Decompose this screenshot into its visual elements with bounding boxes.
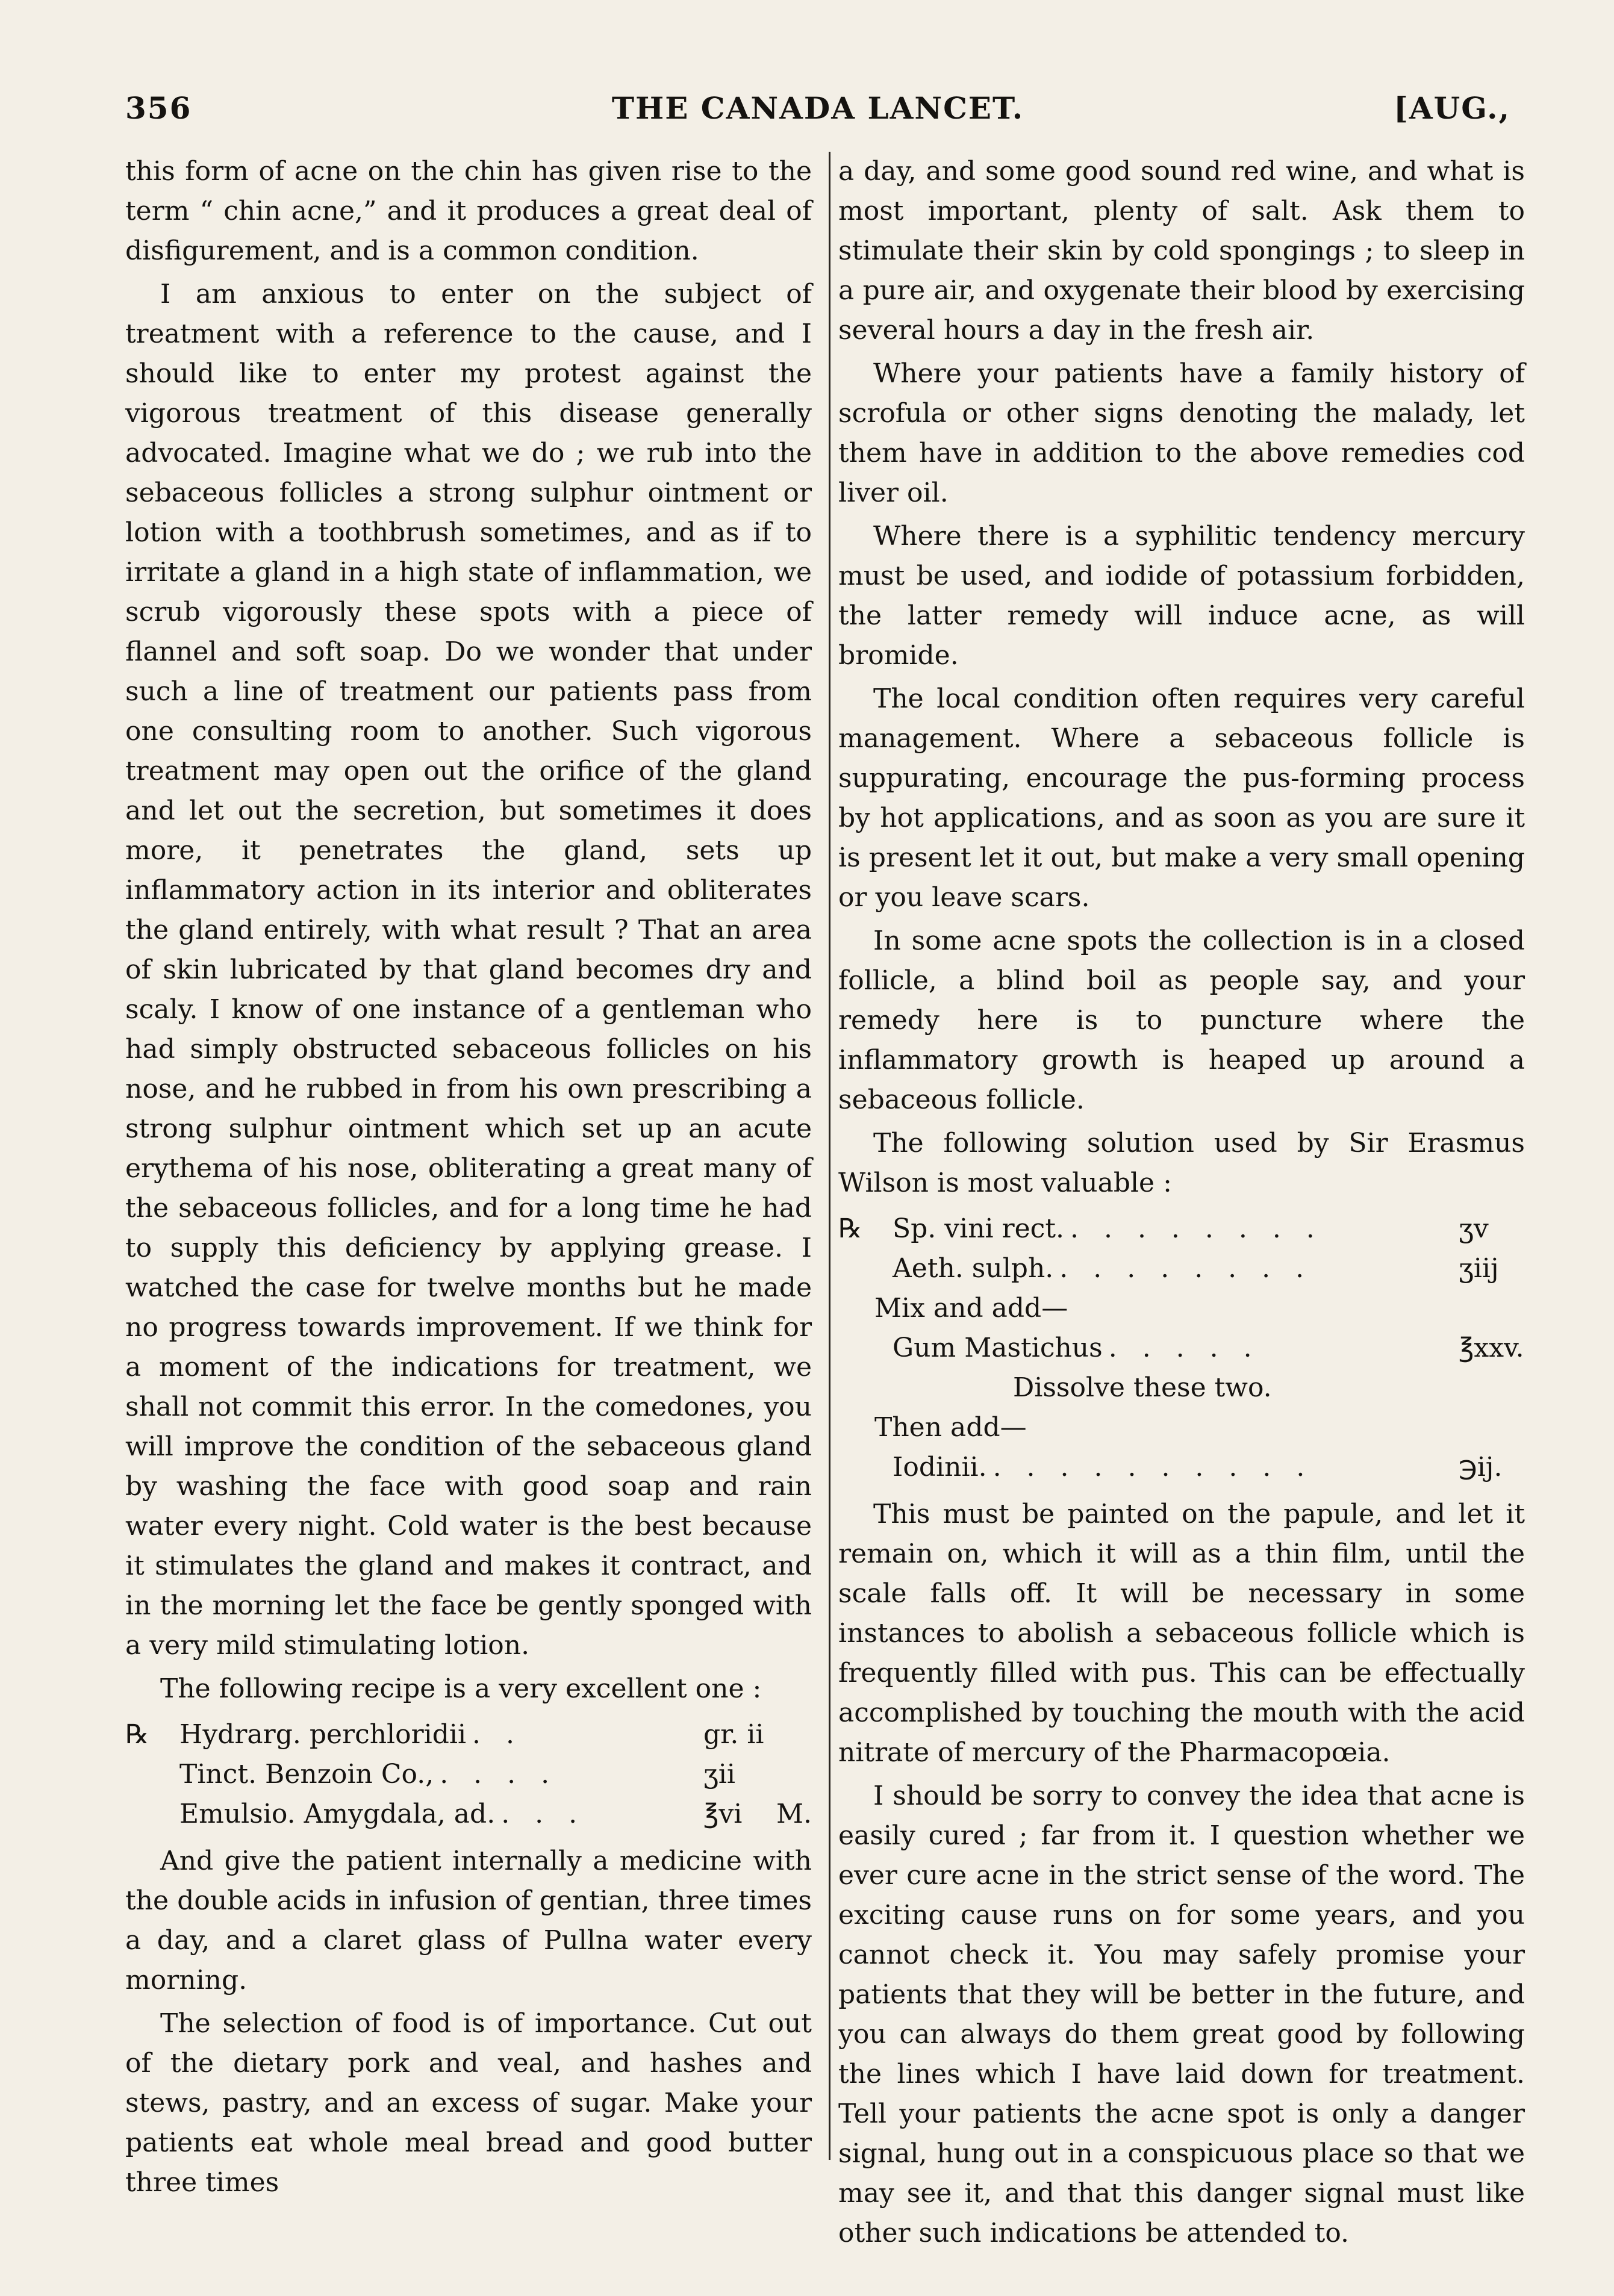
header-month: [AUG., <box>1394 90 1510 126</box>
leader-dots: . . . <box>501 1799 586 1829</box>
journal-title: THE CANADA LANCET. <box>611 90 1024 126</box>
ingredient-name: Iodinii. <box>893 1452 987 1482</box>
ingredient-amount: ʒii <box>703 1759 735 1790</box>
page-number: 356 <box>125 90 192 126</box>
solution-recipe-block <box>838 1209 1525 1487</box>
ingredient-amount: ʒv <box>1459 1213 1489 1244</box>
ingredient-name: Sp. vini rect. <box>893 1213 1064 1244</box>
recipe-dissolve-text: Dissolve these two. <box>1013 1372 1272 1403</box>
leader-dots: . . . . . . . . <box>1059 1253 1313 1284</box>
recipe-instruction <box>838 1368 1525 1408</box>
paragraph: Where there is a syphilitic tendency mercury must be used, and iodide of potassium forbidden, the latter remedy will induce acne, as will bromide. <box>838 521 1525 671</box>
paragraph: And give the patient internally a medicine with the double acids in infusion of gentian, three times a day, and a claret glass of Pullna water every morning. <box>125 1846 812 1996</box>
leader-dots: . . . . . . . . . . <box>992 1452 1313 1482</box>
paragraph: The following recipe is a very excellent one : <box>160 1673 762 1704</box>
paragraph: I am anxious to enter on the subject of treatment with a reference to the cause, and I should like to enter my protest against the vigorous treatment of this disease generally advocated. Imagine what we do ; we rub into the sebaceous follicles a strong sulphur ointment or lotion with a toothbrush sometimes, and as if to irritate a gland in a high state of inflammation, we scrub vigorously these spots with a piece of flannel and soft soap. Do we wonder that under such a line of treatment our patients pass from one consulting room to another. Such vigorous treatment may open out the orifice of the gland and let out the secretion, but sometimes it does more, it penetrates the gland, sets up inflammatory action in its interior and obliterates the gland entirely, with what result ? That an area of skin lubricated by that gland becomes dry and scaly. I know of one instance of a gentleman who had simply obstructed sebaceous follicles on his nose, and he rubbed in from his own prescribing a strong sulphur ointment which set up an acute erythema of his nose, obliterating a great many of the sebaceous follicles, and for a long time he had to supply this deficiency by applying grease. I watched the case for twelve months but he made no progress towards improvement. If we think for a moment of the indications for treatment, we shall not commit this error. In the comedones, you will improve the condition of the sebaceous gland by washing the face with good soap and rain water every night. Cold water is the best because it stimulates the gland and makes it contract, and in the morning let the face be gently sponged with a very mild stimulating lotion. <box>125 279 812 1661</box>
recipe-line <box>838 1328 1525 1368</box>
recipe-instruction <box>838 1408 1525 1448</box>
leader-dots: . . . . . . . . <box>1070 1213 1323 1244</box>
ingredient-name: Hydrarg. perchloridii <box>179 1719 467 1750</box>
recipe-line <box>125 1794 812 1834</box>
recipe-line <box>838 1209 1525 1249</box>
recipe-block <box>125 1715 812 1834</box>
recipe-mix-mark: M. <box>776 1799 812 1829</box>
ingredient-amount: gr. ii <box>703 1719 764 1750</box>
ingredient-amount: ℥vi <box>703 1799 743 1829</box>
paragraph: a day, and some good sound red wine, and what is most important, plenty of salt. Ask them to stimulate their skin by cold spongings ; to sleep in a pure air, and oxygenate their blood by exercising several hours a day in the fresh air. <box>838 156 1525 346</box>
paragraph: The local condition often requires very careful management. Where a sebaceous follicle is suppurating, encourage the pus-forming process by hot applications, and as soon as you are sure it is present let it out, but make a very small opening or you leave scars. <box>838 683 1525 913</box>
recipe-line <box>125 1715 812 1755</box>
recipe-mix-text: Mix and add— <box>874 1293 1068 1324</box>
recipe-then-text: Then add— <box>874 1412 1027 1443</box>
column-divider <box>829 152 830 2160</box>
paragraph: Where your patients have a family history of scrofula or other signs denoting the malady, let them have in addition to the above remedies cod liver oil. <box>838 358 1525 508</box>
running-header <box>125 90 1510 138</box>
ingredient-name: Emulsio. Amygdala, ad. <box>179 1799 496 1829</box>
paragraph: In some acne spots the collection is in a closed follicle, a blind boil as people say, and your remedy here is to puncture where the inflammatory growth is heaped up around a sebaceous follicle. <box>838 926 1525 1115</box>
leader-dots: . . . . . <box>1108 1333 1260 1363</box>
paragraph: This must be painted on the papule, and let it remain on, which it will as a thin film, until the scale falls off. It will be necessary in some instances to abolish a sebaceous follicle which is frequently filled with pus. This can be effectually accomplished by touching the mouth with the acid nitrate of mercury of the Pharmacopœia. <box>838 1499 1525 1768</box>
recipe-symbol: ℞ <box>125 1719 149 1750</box>
ingredient-name: Gum Mastichus <box>893 1333 1103 1363</box>
recipe-line <box>125 1755 812 1794</box>
ingredient-amount: ʒiij <box>1459 1253 1499 1284</box>
ingredient-amount: ℈ij. <box>1459 1452 1503 1482</box>
paragraph: The following solution used by Sir Erasmus Wilson is most valuable : <box>838 1128 1525 1198</box>
leader-dots: . . . . <box>440 1759 558 1790</box>
leader-dots: . . <box>472 1719 523 1750</box>
recipe-line <box>838 1249 1525 1289</box>
recipe-symbol: ℞ <box>838 1213 862 1244</box>
ingredient-amount: ℥xxv. <box>1459 1333 1524 1363</box>
left-column <box>125 152 812 2206</box>
paragraph: I should be sorry to convey the idea that acne is easily cured ; far from it. I question whether we ever cure acne in the strict sense of the word. The exciting cause runs on for some years, and you cannot check it. You may safely promise your patients that they will be better in the future, and you can always do them great good by following the lines which I have laid down for treatment. Tell your patients the acne spot is only a danger signal, hung out in a conspicuous place so that we may see it, and that this danger signal must like other such indications be attended to. <box>838 1781 1525 2248</box>
ingredient-name: Aeth. sulph. <box>893 1253 1054 1284</box>
ingredient-name: Tinct. Benzoin Co., <box>179 1759 434 1790</box>
paragraph: this form of acne on the chin has given rise to the term “ chin acne,” and it produces a great deal of disfigurement, and is a common condition. <box>125 156 812 266</box>
recipe-line <box>838 1448 1525 1487</box>
right-column <box>838 152 1525 2257</box>
paragraph: The selection of food is of importance. Cut out of the dietary pork and veal, and hashes and stews, pastry, and an excess of sugar. Make your patients eat whole meal bread and good butter three times <box>125 2008 812 2198</box>
recipe-instruction <box>838 1289 1525 1328</box>
